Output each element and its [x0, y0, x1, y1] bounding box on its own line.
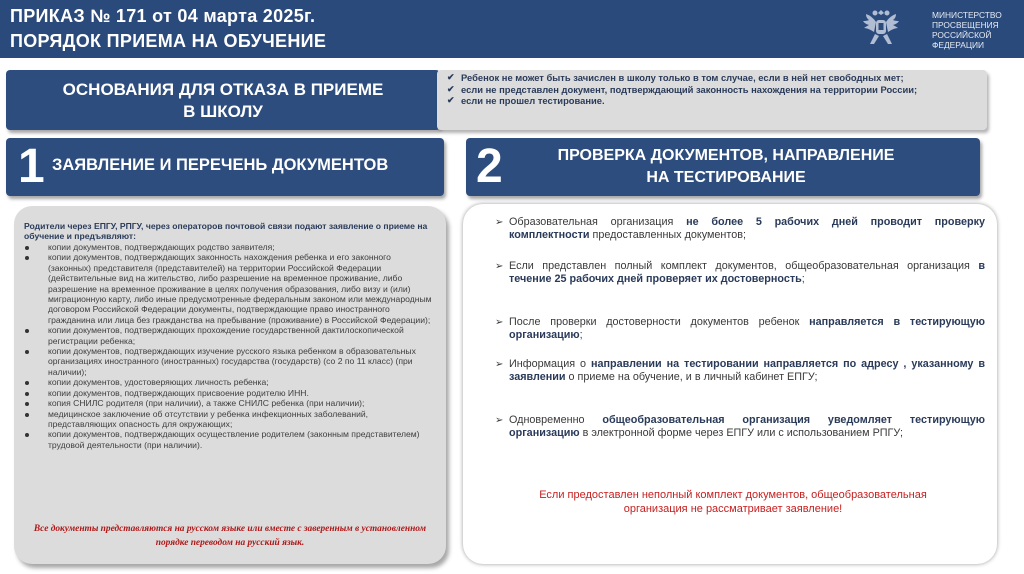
list-item: копии документов, подтверждающих присвоение родителю ИНН. — [24, 388, 434, 398]
documents-panel — [14, 206, 446, 564]
section1-heading — [6, 138, 444, 196]
section2-heading — [466, 138, 980, 196]
header-bar — [0, 0, 1024, 58]
arrow-bullet-icon: ➢ — [495, 359, 504, 370]
list-item: медицинское заключение об отсутствии у ребенка инфекционных заболеваний, представляющих опасность для окружающих; — [24, 409, 434, 430]
arrow-bullet-icon: ➢ — [495, 317, 504, 328]
list-item: ✔ если не представлен документ, подтверждающий законность нахождения на территории России; — [447, 83, 918, 95]
order-subtitle: ПОРЯДОК ПРИЕМА НА ОБУЧЕНИЕ — [10, 31, 327, 51]
bullet-icon — [25, 413, 29, 417]
ministry-logo — [858, 4, 1018, 54]
list-item: ✔ если не прошел тестирование. — [447, 95, 605, 107]
list-item: ✔ Ребенок не может быть зачислен в школу только в том случае, если в ней нет свободных мет; — [447, 72, 904, 83]
list-item: ➢ Одновременно общеобразовательная организация уведомляет тестирующую организацию в электронной форме через ЕПГУ или с использованием РПГУ; — [495, 414, 985, 440]
double-headed-eagle-icon — [858, 4, 904, 52]
list-item: копии документов, подтверждающих осуществление родителем (законным представителем) трудовой деятельности (при наличии). — [24, 429, 434, 450]
checkmark-icon: ✔ — [447, 83, 455, 94]
arrow-bullet-icon: ➢ — [495, 217, 504, 228]
checkmark-icon: ✔ — [447, 72, 455, 82]
refusal-title-line2: В ШКОЛУ — [183, 102, 263, 121]
documents-language-note: Все документы представляются на русском языке или вместе с заверенным в установленном порядке переводом на русский язык. — [33, 524, 427, 548]
section1-label: ЗАЯВЛЕНИЕ И ПЕРЕЧЕНЬ ДОКУМЕНТОВ — [52, 156, 389, 174]
verification-panel — [463, 204, 997, 564]
bullet-icon — [25, 329, 29, 333]
list-item: копии документов, подтверждающих законность нахождения ребенка и его законного (законных) представителя (представителей) на территории Российской Федерации (действительные вид на жительство, либо разрешение на временное проживание, либо разрешение на временное проживание в целях получения образования, либо визу и (или) миграционную карту, либо иные предусмотренные федеральным законом или международным договором Российской Федерации документы, подтверждающие право иностранного гражданина или лица без гражданства на пребывание (проживание) в Российской Федерации); — [24, 252, 434, 325]
ministry-name: МИНИСТЕРСТВО ПРОСВЕЩЕНИЯ РОССИЙСКОЙ ФЕДЕРАЦИИ — [932, 10, 1002, 50]
documents-list — [24, 242, 434, 450]
list-item: ➢ Образовательная организация не более 5 рабочих дней проводит проверку комплектности предоставленных документов; — [495, 216, 985, 242]
section1-number: 1 — [18, 140, 45, 193]
section2-label-line2: НА ТЕСТИРОВАНИЕ — [646, 169, 806, 186]
list-item: копии документов, подтверждающих прохождение государственной дактилоскопической регистрации ребенка; — [24, 325, 434, 346]
bullet-icon — [25, 402, 29, 406]
refusal-heading-box — [6, 70, 440, 130]
incomplete-documents-warning: Если предоставлен неполный комплект документов, общеобразовательная организация не рассматривает заявление! — [539, 489, 927, 515]
checkmark-icon: ✔ — [447, 95, 455, 106]
refusal-reasons-list — [437, 70, 987, 130]
bullet-icon — [25, 256, 29, 260]
list-item: ➢ Если представлен полный комплект документов, общеобразовательная организация в течение 25 рабочих дней проверяет их достоверность; — [495, 260, 985, 286]
arrow-bullet-icon: ➢ — [495, 415, 504, 426]
arrow-bullet-icon: ➢ — [495, 261, 504, 272]
bullet-icon — [25, 433, 29, 437]
documents-intro: Родители через ЕПГУ, РПГУ, через операторов почтовой связи подают заявление о приеме на обучение и предъявляют: — [24, 221, 428, 242]
list-item: копии документов, удостоверяющих личность ребенка; — [24, 377, 434, 387]
list-item: ➢ После проверки достоверности документов ребенок направляется в тестирующую организацию; — [495, 316, 986, 342]
list-item: ➢ Информация о направлении на тестировании направляется по адресу , указанному в заявлении о приеме на обучение, и в личный кабинет ЕПГУ; — [495, 358, 986, 384]
section2-label-line1: ПРОВЕРКА ДОКУМЕНТОВ, НАПРАВЛЕНИЕ — [557, 147, 895, 164]
bullet-icon — [25, 392, 29, 396]
bullet-icon — [25, 350, 29, 354]
list-item: копии документов, подтверждающих изучение русского языка ребенком в образовательных организациях иностранного (иностранных) государства (государств) (со 2 по 11 класс) (при наличии); — [24, 346, 434, 377]
order-title: ПРИКАЗ № 171 от 04 марта 2025г. — [10, 6, 316, 26]
bullet-icon — [25, 381, 29, 385]
list-item: копии документов, подтверждающих родство заявителя; — [24, 242, 434, 252]
list-item: копия СНИЛС родителя (при наличии), а также СНИЛС ребенка (при наличии); — [24, 398, 434, 408]
bullet-icon — [25, 246, 29, 250]
refusal-title-line1: ОСНОВАНИЯ ДЛЯ ОТКАЗА В ПРИЕМЕ — [62, 80, 384, 99]
section2-number: 2 — [476, 140, 503, 193]
